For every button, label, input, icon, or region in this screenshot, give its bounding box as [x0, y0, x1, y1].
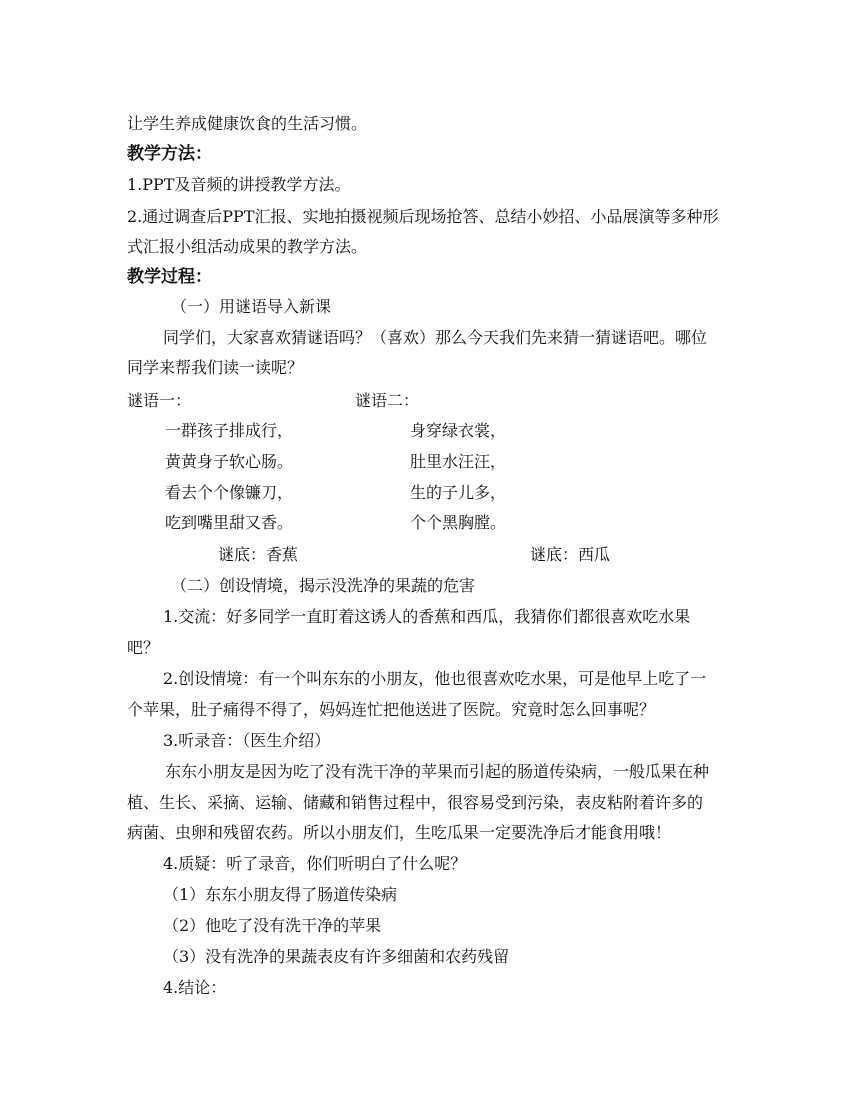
- intro-line: 让学生养成健康饮食的生活习惯。: [127, 114, 368, 133]
- riddle1-answer: 谜底：香蕉: [218, 545, 299, 564]
- process-heading: 教学过程：: [127, 267, 212, 287]
- riddle2-label: 谜语二：: [355, 391, 420, 410]
- part2-title: （二）创设情境，揭示没洗净的果蔬的危害: [171, 576, 476, 595]
- step4-item-1: （1）东东小朋友得了肠道传染病: [163, 885, 398, 904]
- riddle2-line-3: 生的子儿多，: [410, 483, 507, 502]
- methods-item-2-line-1: 2.通过调查后PPT汇报、实地拍摄视频后现场抢答、总结小妙招、小品展演等多种形: [127, 207, 719, 226]
- riddle2-line-2: 肚里水汪汪，: [410, 452, 507, 471]
- methods-heading: 教学方法：: [127, 144, 212, 164]
- step5-conclusion: 4.结论：: [163, 978, 227, 997]
- step1-line-2: 吧？: [127, 638, 160, 657]
- step4-item-3: （3）没有洗净的果蔬表皮有许多细菌和农药残留: [163, 947, 510, 966]
- step4: 4.质疑：听了录音，你们听明白了什么呢？: [163, 854, 467, 873]
- riddle1-label: 谜语一：: [127, 391, 192, 410]
- step3-paragraph-line-1: 东东小朋友是因为吃了没有洗干净的苹果而引起的肠道传染病，一般瓜果在种: [165, 762, 710, 781]
- step2-line-2: 个苹果，肚子痛得不得了，妈妈连忙把他送进了医院。究竟时怎么回事呢？: [127, 700, 656, 719]
- step3-paragraph-line-2: 植、生长、采摘、运输、储藏和销售过程中，很容易受到污染，表皮粘附着许多的: [127, 793, 704, 812]
- riddle1-line-3: 看去个个像镰刀，: [165, 483, 294, 502]
- methods-item-2-line-2: 式汇报小组活动成果的教学方法。: [127, 237, 368, 256]
- step2-line-1: 2.创设情境：有一个叫东东的小朋友，他也很喜欢吃水果，可是他早上吃了一: [163, 669, 707, 688]
- riddle2-line-4: 个个黑胸膛。: [410, 513, 507, 532]
- part1-paragraph-line-2: 同学来帮我们读一读呢？: [127, 358, 304, 377]
- riddle1-line-4: 吃到嘴里甜又香。: [165, 513, 294, 532]
- methods-item-1: 1.PPT及音频的讲授教学方法。: [127, 175, 351, 194]
- riddle2-answer: 谜底：西瓜: [530, 545, 611, 564]
- riddle2-line-1: 身穿绿衣裳，: [410, 421, 507, 440]
- step3: 3.听录音：（医生介绍）: [163, 731, 331, 750]
- step3-paragraph-line-3: 病菌、虫卵和残留农药。所以小朋友们，生吃瓜果一定要洗净后才能食用哦！: [127, 823, 672, 842]
- step1-line-1: 1.交流：好多同学一直盯着这诱人的香蕉和西瓜，我猜你们都很喜欢吃水果: [163, 607, 691, 626]
- part1-paragraph-line-1: 同学们，大家喜欢猜谜语吗？（喜欢）那么今天我们先来猜一猜谜语吧。哪位: [163, 328, 708, 347]
- riddle1-line-2: 黄黄身子软心肠。: [165, 452, 294, 471]
- step4-item-2: （2）他吃了没有洗干净的苹果: [163, 916, 382, 935]
- riddle1-line-1: 一群孩子排成行，: [165, 421, 294, 440]
- part1-title: （一）用谜语导入新课: [171, 297, 332, 316]
